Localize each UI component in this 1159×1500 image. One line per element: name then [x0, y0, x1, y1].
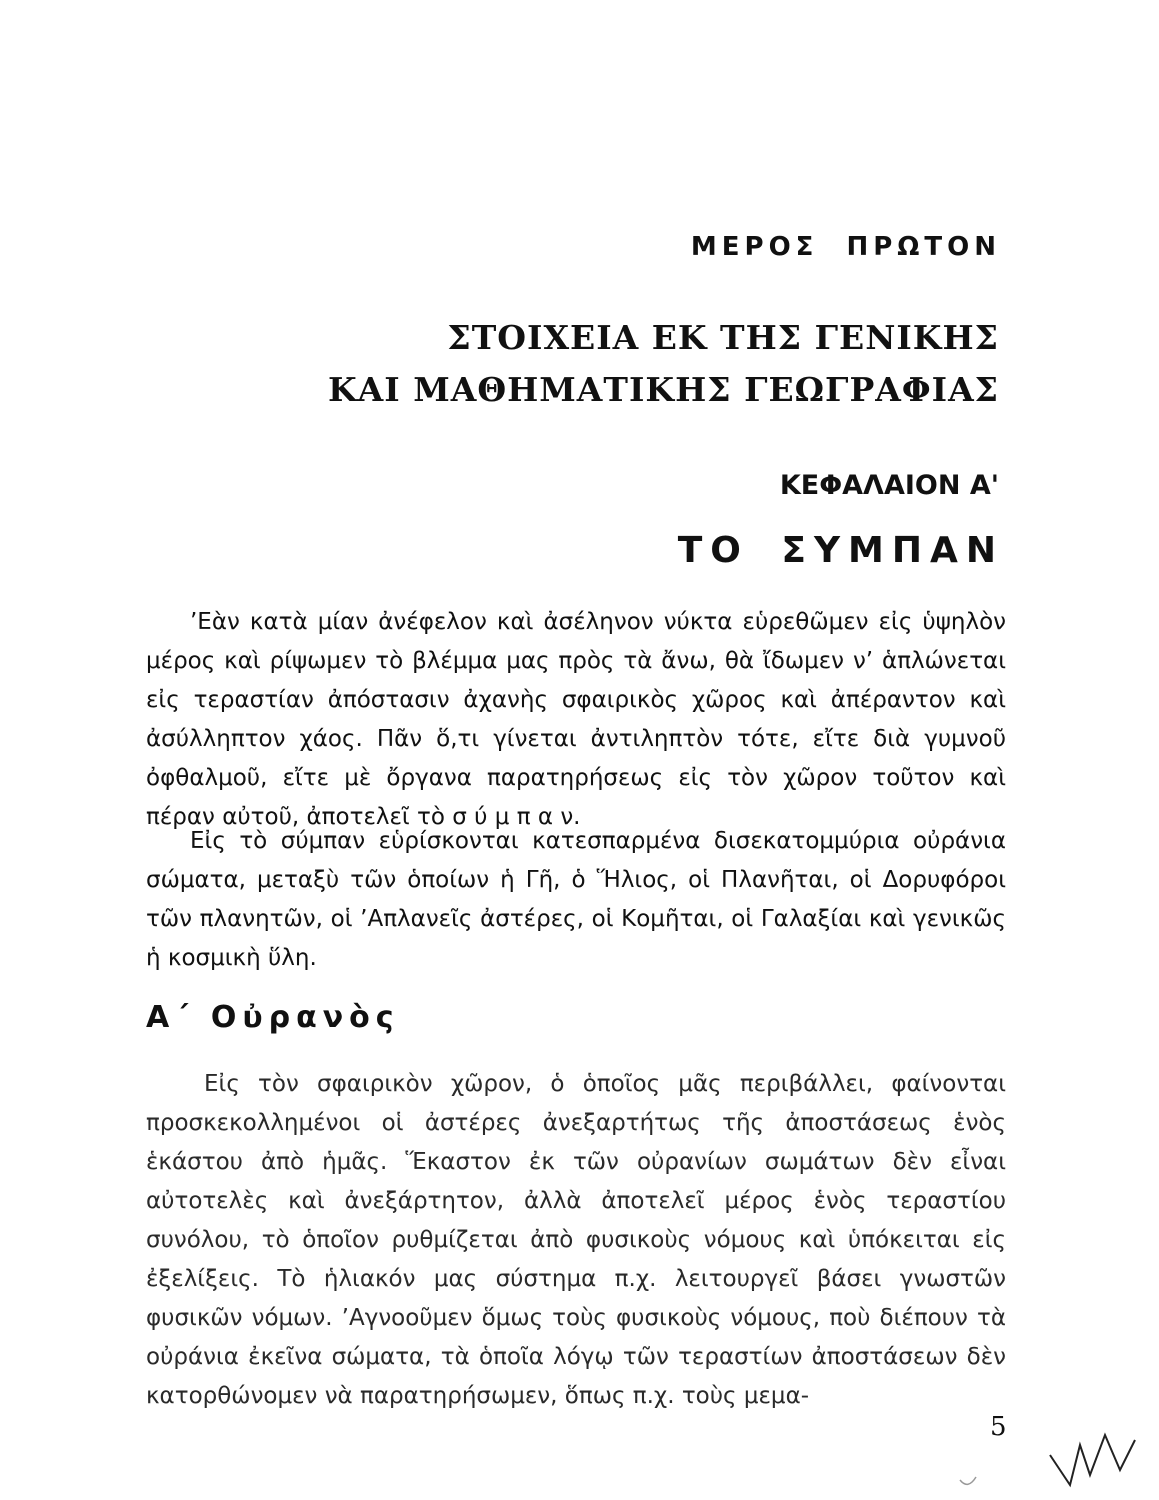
page-number: 5: [990, 1412, 1007, 1442]
paragraph-1: ’Εὰν κατὰ μίαν ἀνέφελον καὶ ἀσέληνον νύκτα εὑρεθῶμεν εἰς ὑψηλὸν μέρος καὶ ρίψωμεν τὸ βλέμμα μας πρὸς τὰ ἄνω, θὰ ἴδωμεν ν’ ἁπλώνεται εἰς τεραστίαν ἀπόστασιν ἀχανὴς σφαιρικὸς χῶρος καὶ ἀπέραντον καὶ ἀσύλληπτον χάος. Πᾶν ὅ,τι γίνεται ἀντιληπτὸν τότε, εἴτε διὰ γυμνοῦ ὀφθαλμοῦ, εἴτε μὲ ὄργανα παρατηρήσεως εἰς τὸν χῶρον τοῦτον καὶ πέραν αὐτοῦ, ἀποτελεῖ τὸ σ ύ μ π α ν.: [146, 609, 1006, 830]
chapter-label: ΚΕΦΑΛΑΙΟΝ Α': [779, 470, 999, 501]
title-line-1: ΣΤΟΙΧΕΙΑ ΕΚ ΤΗΣ ΓΕΝΙΚΗΣ: [447, 318, 999, 357]
handwritten-mark: [950, 1405, 1150, 1495]
paragraph-3: Εἰς τὸν σφαιρικὸν χῶρον, ὁ ὁποῖος μᾶς περιβάλλει, φαίνονται προσκεκολλημένοι οἱ ἀστέρες ἀνεξαρτήτως τῆς ἀποστάσεως ἑνὸς ἑκάστου ἀπὸ ἡμᾶς. Ἕκαστον ἐκ τῶν οὐρανίων σωμάτων δὲν εἶναι αὐτοτελὲς καὶ ἀνεξάρτητον, ἀλλὰ ἀποτελεῖ μέρος ἑνὸς τεραστίου συνόλου, τὸ ὁποῖον ρυθμίζεται ἀπὸ φυσικοὺς νόμους καὶ ὑπόκειται εἰς ἐξελίξεις. Τὸ ἡλιακόν μας σύστημα π.χ. λειτουργεῖ βάσει γνωστῶν φυσικῶν νόμων. ’Αγνοοῦμεν ὅμως τοὺς φυσικοὺς νόμους, ποὺ διέπουν τὰ οὐράνια ἐκεῖνα σώματα, τὰ ὁποῖα λόγῳ τῶν τεραστίων ἀποστάσεων δὲν κατορθώνομεν νὰ παρατηρήσωμεν, ὅπως π.χ. τοὺς μεμα-: [146, 1071, 1006, 1409]
paragraph-2: Εἰς τὸ σύμπαν εὑρίσκονται κατεσπαρμένα δισεκατομμύρια οὐράνια σώματα, μεταξὺ τῶν ὁποίων ἡ Γῆ, ὁ Ἥλιος, οἱ Πλανῆται, οἱ Δορυφόροι τῶν πλανητῶν, οἱ ’Απλανεῖς ἀστέρες, οἱ Κομῆται, οἱ Γαλαξίαι καὶ γενικῶς ἡ κοσμικὴ ὕλη.: [146, 828, 1006, 971]
title-line-2: ΚΑΙ ΜΑΘΗΜΑΤΙΚΗΣ ΓΕΩΓΡΑΦΙΑΣ: [328, 370, 999, 409]
chapter-title: ΤΟ ΣΥΜΠΑΝ: [677, 530, 1004, 571]
section-heading: Α΄ Οὐρανὸς: [146, 1000, 400, 1035]
page-title: [328, 312, 999, 416]
part-label: ΜΕΡΟΣ ΠΡΩΤΟΝ: [690, 232, 1001, 262]
